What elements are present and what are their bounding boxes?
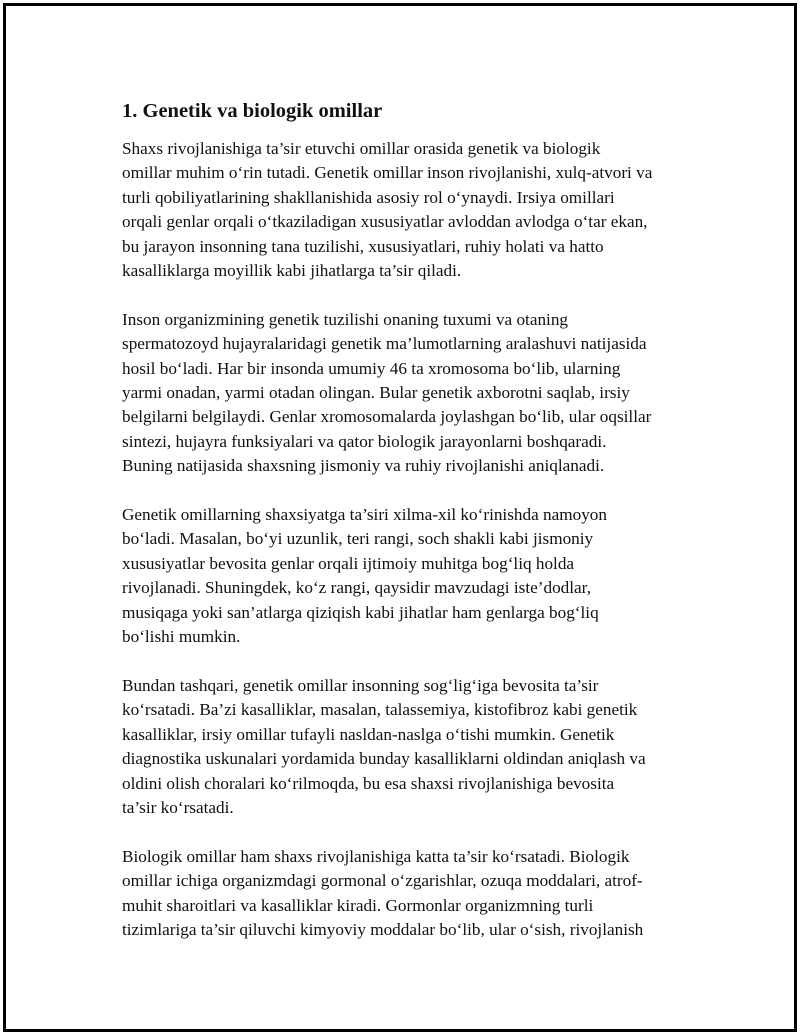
paragraph-genetic-influence-personality: Genetik omillarning shaxsiyatga ta’siri xilma-xil ko‘rinishda namoyon bo‘ladi. Masalan, bo‘yi uzunlik, teri rangi, soch shakli kabi jismoniy xususiyatlar bevosita genlar orqali ijtimoiy muhitga bog‘liq holda rivojlanadi. Shuningdek, ko‘z rangi, qaysidir mavzudagi iste’dodlar, musiqaga yoki san’atlarga qiziqish kabi jihatlar ham genlarga bog‘liq bo‘lishi mumkin. — [122, 505, 607, 647]
paragraph-genetic-biological-intro: Shaxs rivojlanishiga ta’sir etuvchi omillar orasida genetik va biologik omillar muhim o‘rin tutadi. Genetik omillar inson rivojlanishi, xulq-atvori va turli qobiliyatlarining shakllanishida asosiy rol o‘ynaydi. Irsiya omillari orqali genlar orqali o‘tkaziladigan xususiyatlar avloddan avlodga o‘tar ekan, bu jarayon insonning tana tuzilishi, xususiyatlari, ruhiy holati va hatto kasalliklarga moyillik kabi jihatlarga ta’sir qiladi. — [122, 139, 653, 281]
section-heading: 1. Genetik va biologik omillar — [122, 100, 383, 122]
document-page — [3, 3, 797, 1032]
document-body — [122, 98, 697, 967]
paragraph-genetic-structure: Inson organizmining genetik tuzilishi onaning tuxumi va otaning spermatozoyd hujayralaridagi genetik ma’lumotlarning aralashuvi natijasida hosil bo‘ladi. Har bir insonda umumiy 46 ta xromosoma bo‘lib, ularning yarmi onadan, yarmi otadan olingan. Bular genetik axborotni saqlab, irsiy belgilarni belgilaydi. Genlar xromosomalarda joylashgan bo‘lib, ular oqsillar sintezi, hujayra funksiyalari va qator biologik jarayonlarni boshqaradi. Buning natijasida shaxsning jismoniy va ruhiy rivojlanishi aniqlanadi. — [122, 309, 652, 476]
paragraph-genetic-health: Bundan tashqari, genetik omillar insonning sog‘lig‘iga bevosita ta’sir ko‘rsatadi. Ba’zi kasalliklar, masalan, talassemiya, kistofibroz kabi genetik kasalliklar, irsiy omillar tufayli nasldan-naslga o‘tishi mumkin. Genetik diagnostika uskunalari yordamida bunday kasalliklarni oldindan aniqlash va oldini olish choralari ko‘rilmoqda, bu esa shaxsi rivojlanishiga bevosita ta’sir ko‘rsatadi. — [122, 675, 646, 817]
paragraph-biological-factors: Biologik omillar ham shaxs rivojlanishiga katta ta’sir ko‘rsatadi. Biologik omillar ichiga organizmdagi gormonal o‘zgarishlar, ozuqa moddalari, atrof- muhit sharoitlari va kasalliklar kiradi. Gormonlar organizmning turli tizimlariga ta’sir qiluvchi kimyoviy moddalar bo‘lib, ular o‘sish, rivojlanish — [122, 846, 644, 939]
